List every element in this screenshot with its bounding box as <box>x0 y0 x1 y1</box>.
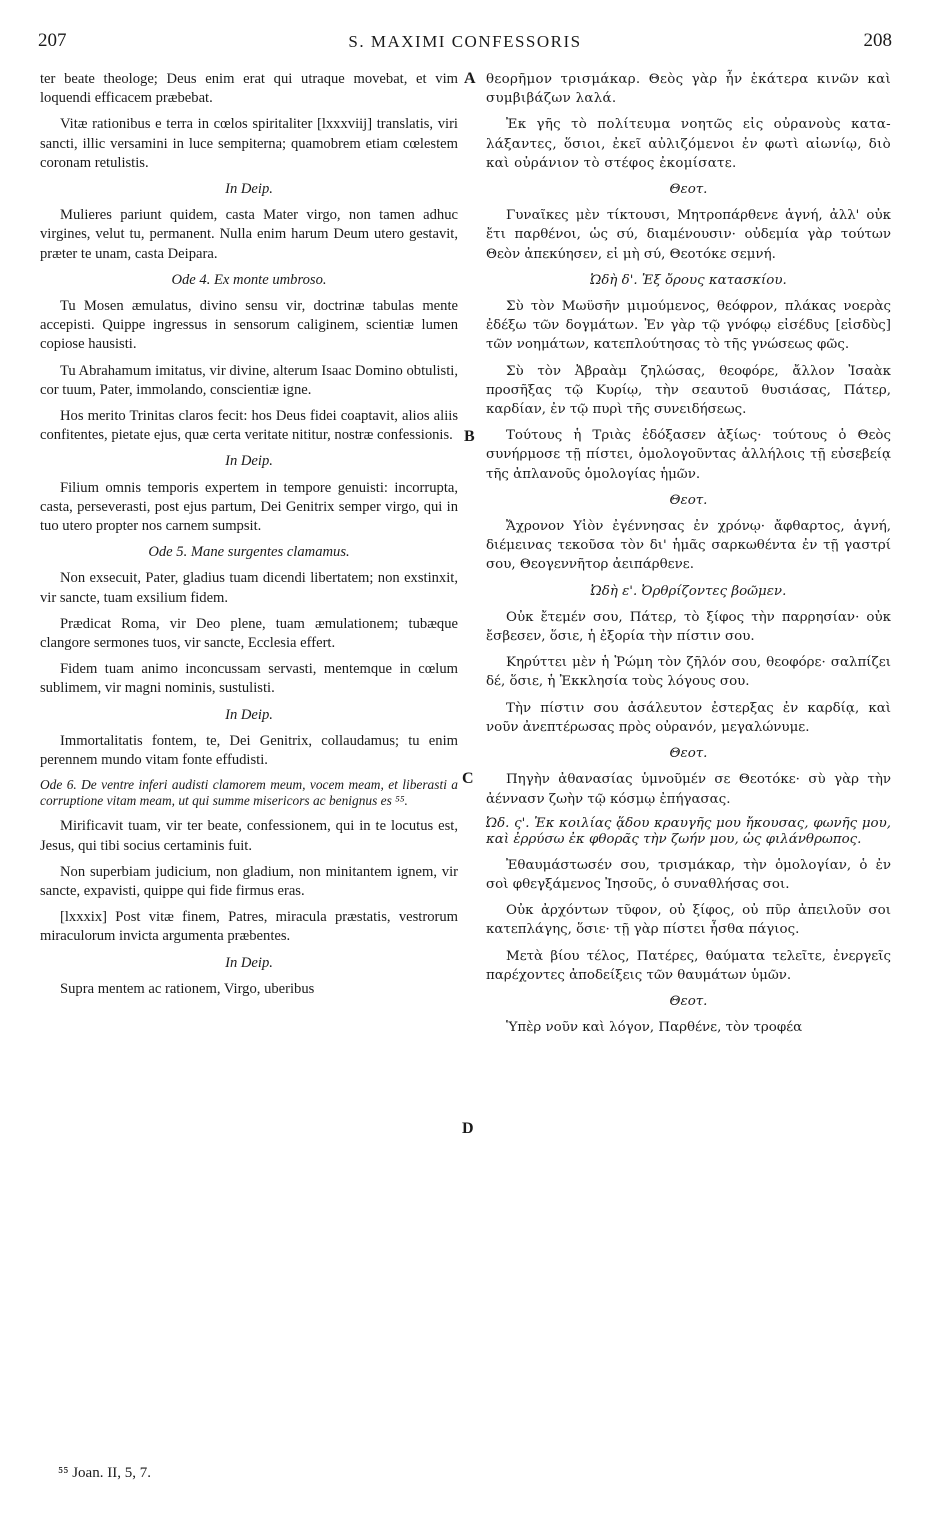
latin-paragraph: [lxxxix] Post vitæ finem, Patres, miracula præstatis, vestrorum miraculorum invicta argumenta præbentes. <box>40 909 458 945</box>
greek-paragraph: Τούτους ἡ Τριὰς ἐδόξασεν ἀξίως· τούτους ὁ Θεὸς συνήρμοσε τῇ πίστει, ὁμολογοῦντας ἀλλήλοις τῇ εὐσεβείᾳ τῆς ἀπλανοῦς ὁμολογίας ἡμῶν. <box>486 428 891 482</box>
greek-paragraph: Ὑπὲρ νοῦν καὶ λόγον, Παρθένε, τὸν τροφέα <box>506 1020 803 1036</box>
greek-paragraph: Ἄχρονον Υἱὸν ἐγέννησας ἐν χρόνῳ· ἄφθαρτος, ἁγνή, διέμεινας τεκοῦσα τὸν δι' ἡμᾶς σαρκωθέντα ἐν τῇ γαστρί σου, Θεογεννῆτορ ἀειπάρθενε. <box>486 519 891 573</box>
footnote: ⁵⁵ Joan. II, 5, 7. <box>58 1465 151 1481</box>
greek-paragraph: Σὺ τὸν Μωϋσῆν μιμούμενος, θεόφρον, πλάκας νοερὰς ἐδέξω τῶν δογμάτων. Ἐν γὰρ τῷ γνόφῳ εἰσέδυς [εἰσδὺς] τῶν νοημάτων, κατεπλούτησας τὸ τῆς γνώσεως φῶς. <box>486 299 891 353</box>
latin-heading: Ode 5. Mane surgentes clamamus. <box>148 544 350 561</box>
page-number-left: 207 <box>38 30 67 51</box>
latin-paragraph: Tu Abrahamum imitatus, vir divine, alterum Isaac Domino obtulisti, cor tuum, Pater, immolando, conscientiæ igne. <box>40 362 458 398</box>
greek-paragraph: θεορῆμον τρισμάκαρ. Θεὸς γὰρ ἦν ἑκάτερα κινῶν καὶ συμβιβάζων λαλά. <box>486 72 891 107</box>
latin-heading: In Deip. <box>225 453 273 470</box>
latin-heading: Ode 4. Ex monte umbroso. <box>171 271 327 288</box>
latin-heading: In Deip. <box>225 954 273 971</box>
greek-paragraph: Πηγὴν ἀθανασίας ὑμνοῦμέν σε Θεοτόκε· σὺ γὰρ τὴν ἀέννασν ζωὴν τῷ κόσμῳ ἐπήγασας. <box>486 772 891 807</box>
greek-paragraph: Ἐκ γῆς τὸ πολίτευμα νοητῶς εἰς οὐρανοὺς κατα-λάξαντες, ὅσιοι, ἐκεῖ αὐλιζόμενοι ἐν φωτὶ αἰωνίῳ, διὸ καὶ οὐράνιον τὸ στέφος ἐκομίσατε. <box>486 117 891 171</box>
latin-paragraph: Prædicat Roma, vir Deo plene, tuam æmulationem; tubæque clangore sermones tuos, vir sancte, Ecclesia effert. <box>40 615 458 652</box>
latin-paragraph: Hos merito Trinitas claros fecit: hos Deus fidei coaptavit, alios aliis confitentes, pietate ejus, quæ certa veritate nititur, nostræ confessionis. <box>40 408 458 444</box>
greek-paragraph: Τὴν πίστιν σου ἀσάλευτον ἐστερξας ἐν καρδίᾳ, καὶ νοῦν ἀνεπτέρωσας πρὸς οὐρανόν, μεγαλώνυμε. <box>486 700 891 735</box>
latin-ode-heading: Ode 6. De ventre inferi audisti clamorem meum, vocem meam, et liberasti a corruptione vitam meam, ut qui summe misericors ac benignus es ⁵⁵. <box>40 777 458 809</box>
latin-paragraph: Supra mentem ac rationem, Virgo, uberibus <box>60 980 315 997</box>
margin-letter-c: C <box>462 770 474 787</box>
greek-paragraph: Μετὰ βίου τέλος, Πατέρες, θαύματα τελεῖτε, ἐνεργεῖς παρέχοντες ἀποδείξεις τῶν θαυμάτων ὑμῶν. <box>486 948 891 983</box>
greek-column <box>486 70 891 1044</box>
greek-paragraph: Ἐθαυμάστωσέν σου, τρισμάκαρ, τὴν ὁμολογίαν, ὁ ἐν σοὶ φθεγξάμενος Ἰησοῦς, ὁ συναθλήσας σοι. <box>486 857 891 892</box>
latin-heading: In Deip. <box>225 181 273 198</box>
latin-paragraph: Tu Mosen æmulatus, divino sensu vir, doctrinæ tabulas mente accepisti. Quippe ingressus in sensorum caliginem, scientiæ lumen copiose hausisti. <box>40 298 458 353</box>
greek-heading: Θεοτ. <box>669 993 708 1009</box>
greek-heading: Θεοτ. <box>669 746 708 762</box>
page-number-right: 208 <box>863 30 892 51</box>
latin-paragraph: ter beate theologe; Deus enim erat qui utraque movebat, et vim loquendi efficacem præbebat. <box>40 71 458 107</box>
latin-paragraph: Non superbiam judicium, non gladium, non minitantem ignem, vir sancte, expavisti, quippe qui fide firmus eras. <box>40 863 458 899</box>
greek-paragraph: Γυναῖκες μὲν τίκτουσι, Μητροπάρθενε ἁγνή, ἀλλ' οὐκ ἔτι παρθένοι, ὡς σύ, διαμένουσιν· οὐδεμία γὰρ τούτων Θεὸν ἀπεκύησεν, εἰ μὴ σύ, Θεοτόκε σεμνή. <box>486 208 891 262</box>
latin-paragraph: Mirificavit tuam, vir ter beate, confessionem, qui in te locutus est, Jesus, qui tibi socius certaminis fuit. <box>40 818 458 854</box>
greek-paragraph: Οὐκ ἀρχόντων τῦφον, οὐ ξίφος, οὐ πῦρ ἀπειλοῦν σοι κατεπλάγης, ὅσιε· τῇ γὰρ πίστει ἦσθα πάγιος. <box>486 903 891 938</box>
greek-paragraph: Σὺ τὸν Ἀβραὰμ ζηλώσας, θεοφόρε, ἄλλον Ἰσαὰκ προσῆξας τῷ Κυρίῳ, τὴν σεαυτοῦ θυσιάσας, Πάτερ, καρδίαν, ἐν τῷ πυρὶ τῆς συνειδήσεως. <box>486 363 891 418</box>
latin-paragraph: Immortalitatis fontem, te, Dei Genitrix, collaudamus; tu enim perennem mundo vitam fonte effudisti. <box>40 732 458 769</box>
running-title: S. MAXIMI CONFESSORIS <box>348 32 582 51</box>
greek-paragraph: Οὐκ ἔτεμέν σου, Πάτερ, τὸ ξίφος τὴν παρρησίαν· οὐκ ἔσβεσεν, ὅσιε, ἡ ἐξορία τὴν πίστιν σου. <box>486 609 891 645</box>
latin-column <box>40 70 458 1006</box>
margin-letter-d: D <box>462 1120 474 1137</box>
latin-heading: In Deip. <box>225 706 273 723</box>
greek-paragraph: Κηρύττει μὲν ἡ Ῥώμη τὸν ζῆλόν σου, θεοφόρε· σαλπίζει δέ, ὅσιε, ἡ Ἐκκλησία τοὺς λόγους σου. <box>486 655 891 690</box>
greek-heading: Θεοτ. <box>669 492 708 508</box>
greek-heading: Ὠδὴ δ'. Ἐξ ὄρους κατασκίου. <box>590 272 787 288</box>
latin-paragraph: Non exsecuit, Pater, gladius tuam dicendi libertatem; non exstinxit, vir sancte, tuam exsilium fidem. <box>40 570 458 606</box>
greek-heading: Ὠδὴ ε'. Ὀρθρίζοντες βοῶμεν. <box>590 583 787 599</box>
latin-paragraph: Fidem tuam animo inconcussam servasti, mentemque in cœlum sublimem, vir magni nominis, sustulisti. <box>40 661 458 697</box>
greek-ode-heading: Ὠδ. ς'. Ἐκ κοιλίας ᾅδου κραυγῆς μου ἤκουσας, φωνῆς μου, καὶ ἐρρύσω ἐκ φθορᾶς τὴν ζωήν μου, ὡς φιλάνθρωπος. <box>486 815 891 847</box>
margin-letter-b: B <box>464 428 475 445</box>
greek-heading: Θεοτ. <box>669 182 708 198</box>
latin-paragraph: Filium omnis temporis expertem in tempore genuisti: incorrupta, casta, perseverasti, post ejus partum, Dei Genitrix semper virgo, qui in tuo utero propter nos carnem sumpsit. <box>40 479 458 535</box>
margin-letter-a: A <box>464 70 476 87</box>
latin-paragraph: Vitæ rationibus e terra in cœlos spiritaliter [lxxxviij] translatis, viri sancti, illic versamini in luce sempiterna; quamobrem etiam cœlestem coronam retulistis. <box>40 116 458 171</box>
latin-paragraph: Mulieres pariunt quidem, casta Mater virgo, non tamen adhuc virgines, velut tu, permanent. Nulla enim harum Deum utero gestavit, præter te unam, casta Deipara. <box>40 207 458 262</box>
running-header <box>38 30 892 60</box>
